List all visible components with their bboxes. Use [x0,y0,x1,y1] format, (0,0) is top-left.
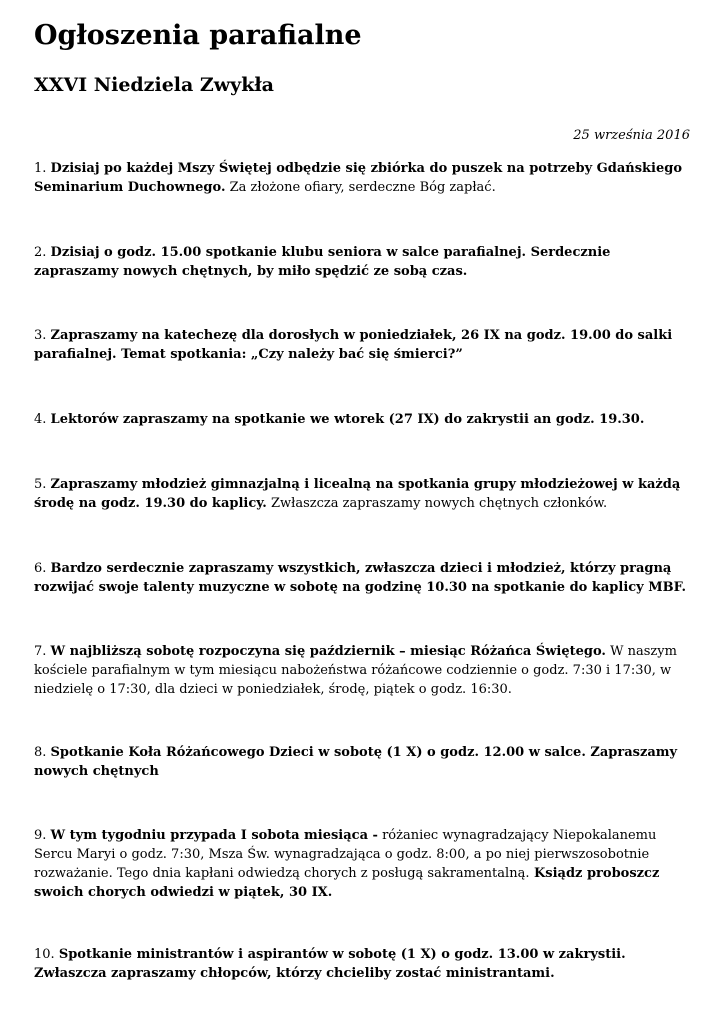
announcement-bold-text: Dzisiaj o godz. 15.00 spotkanie klubu seniora w salce parafialnej. Serdecznie zapraszamy nowych chętnych, by miło spędzić ze sobą czas. [34,245,611,279]
announcement-bold-text: Zapraszamy młodzież gimnazjalną i licealną na spotkania grupy młodzieżowej w każdą środę na godz. 19.30 do kaplicy. [34,477,681,511]
announcement-9 [34,826,694,902]
announcement-bold-text: W najbliższą sobotę rozpoczyna się październik – miesiąc Różańca Świętego. [50,644,606,659]
announcement-3 [34,326,694,364]
announcement-text: różaniec wynagradzający Niepokalanemu Sercu Maryi o godz. 7:30, Msza Św. wynagradzająca o godz. 8:00, a po niej pierwszosobotnie rozważanie. Tego dnia kapłani odwiedzą chorych z posługą sakramentalną. [34,828,657,881]
announcement-10 [34,945,694,983]
announcement-bold-text: Dzisiaj po każdej Mszy Świętej odbędzie się zbiórka do puszek na potrzeby Gdańskiego Seminarium Duchownego. [34,161,683,195]
announcement-number: 10. [34,947,55,962]
announcement-1 [34,159,694,197]
announcement-text: Zwłaszcza zapraszamy nowych chętnych członków. [266,496,608,511]
announcement-4 [34,410,694,429]
announcement-bold-text-2: Ksiądz proboszcz swoich chorych odwiedzi w piątek, 30 IX. [34,866,660,900]
announcement-number: 7. [34,644,47,659]
announcement-bold-text: Lektorów zapraszamy na spotkanie we wtorek (27 IX) do zakrystii an godz. 19.30. [50,412,645,427]
announcement-8 [34,743,694,781]
announcement-number: 1. [34,161,47,176]
announcement-bold-text: Bardzo serdecznie zapraszamy wszystkich, zwłaszcza dzieci i młodzież, którzy pragną rozwijać swoje talenty muzyczne w sobotę na godzinę 10.30 na spotkanie do kaplicy MBF. [34,561,687,595]
document-date: 25 września 2016 [573,128,690,143]
announcement-bold-text: Spotkanie Koła Różańcowego Dzieci w sobotę (1 X) o godz. 12.00 w salce. Zapraszamy nowych chętnych [34,745,678,779]
announcement-number: 5. [34,477,47,492]
announcement-number: 2. [34,245,47,260]
announcement-text: W naszym kościele parafialnym w tym miesiącu nabożeństwa różańcowe codziennie o godz. 7:30 i 17:30, w niedzielę o 17:30, dla dzieci w poniedziałek, środę, piątek o godz. 16:30. [34,644,677,697]
announcement-6 [34,559,694,597]
announcement-text: Za złożone ofiary, serdeczne Bóg zapłać. [225,180,496,195]
announcement-bold-text: Spotkanie ministrantów i aspirantów w sobotę (1 X) o godz. 13.00 w zakrystii. Zwłaszcza zapraszamy chłopców, którzy chcieliby zostać ministrantami. [34,947,626,981]
announcement-number: 3. [34,328,47,343]
announcement-number: 4. [34,412,47,427]
announcement-7 [34,642,694,699]
page-subtitle: XXVI Niedziela Zwykła [34,74,274,96]
announcement-5 [34,475,694,513]
page-title: Ogłoszenia parafialne [34,20,362,51]
announcement-number: 8. [34,745,47,760]
announcement-bold-text: W tym tygodniu przypada I sobota miesiąca - [50,828,378,843]
announcement-2 [34,243,694,281]
announcement-number: 6. [34,561,47,576]
announcement-number: 9. [34,828,47,843]
announcement-bold-text: Zapraszamy na katechezę dla dorosłych w poniedziałek, 26 IX na godz. 19.00 do salki parafialnej. Temat spotkania: „Czy należy bać się śmierci?” [34,328,673,362]
